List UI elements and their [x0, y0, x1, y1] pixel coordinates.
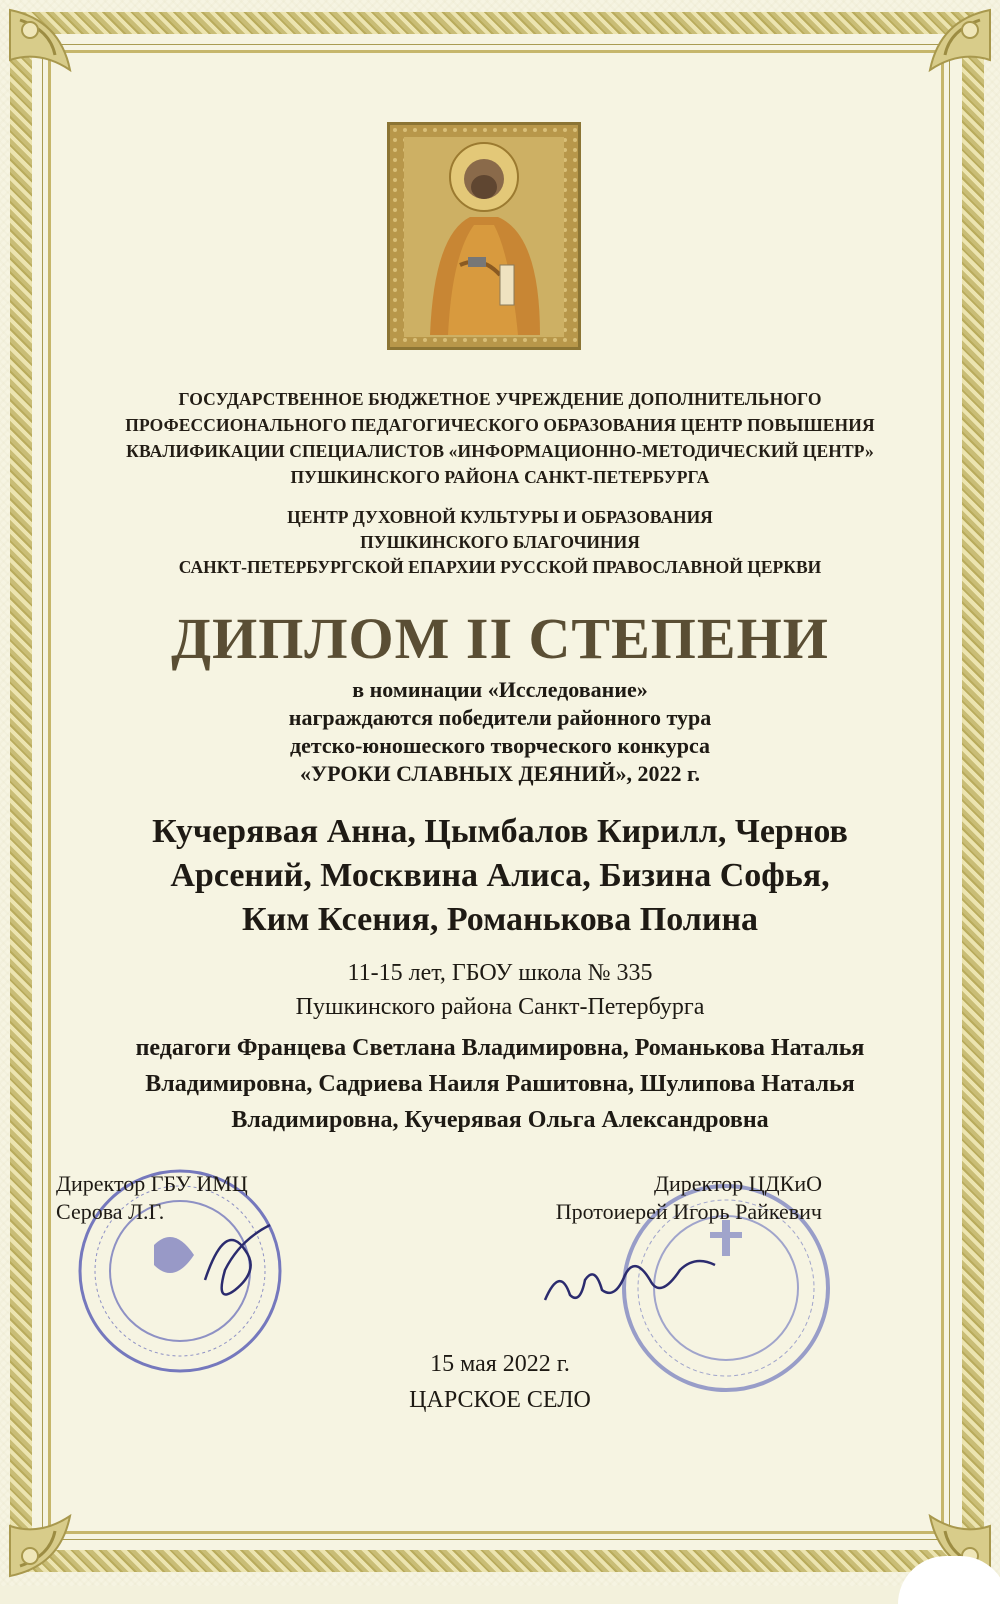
center-header [0, 505, 1000, 580]
winners-line: Арсений, Москвина Алиса, Бизина Софья, [170, 857, 830, 894]
left-signatory-title: Директор ГБУ ИМЦ [56, 1171, 248, 1196]
org-line: ПУШКИНСКОГО РАЙОНА САНКТ-ПЕТЕРБУРГА [290, 467, 710, 487]
center-line: ЦЕНТР ДУХОВНОЙ КУЛЬТУРЫ И ОБРАЗОВАНИЯ [287, 507, 713, 527]
winners-line: Кучерявая Анна, Цымбалов Кирилл, Чернов [152, 813, 848, 850]
teachers-line: Владимировна, Кучерявая Ольга Александровна [231, 1107, 769, 1133]
nomination-block [0, 676, 1000, 788]
teachers-list [0, 1030, 1000, 1138]
right-signatory-name: Протоиерей Игорь Райкевич [555, 1199, 822, 1224]
center-line: ПУШКИНСКОГО БЛАГОЧИНИЯ [360, 532, 640, 552]
issue-date: 15 мая 2022 г. [430, 1351, 570, 1377]
school-info [0, 956, 1000, 1024]
corner-ornament-icon [0, 1466, 120, 1586]
right-signatory-title: Директор ЦДКиО [654, 1171, 822, 1196]
nomination-line: «УРОКИ СЛАВНЫХ ДЕЯНИЙ», 2022 г. [299, 761, 701, 786]
right-signatory [556, 1170, 822, 1226]
winners-line: Ким Ксения, Романькова Полина [241, 901, 759, 938]
org-line: ПРОФЕССИОНАЛЬНОГО ПЕДАГОГИЧЕСКОГО ОБРАЗОВАНИЯ ЦЕНТР ПОВЫШЕНИЯ [125, 415, 875, 435]
left-signatory [56, 1170, 248, 1226]
diploma-title: ДИПЛОМ II СТЕПЕНИ [171, 606, 829, 671]
winners-list [0, 810, 1000, 942]
right-signature-icon [540, 1245, 720, 1315]
nomination-line: в номинации «Исследование» [352, 677, 648, 702]
saint-figure-icon [390, 125, 578, 347]
nomination-line: детско-юношеского творческого конкурса [289, 733, 711, 758]
nomination-line: награждаются победители районного тура [288, 705, 712, 730]
meta-line: 11-15 лет, ГБОУ школа № 335 [347, 960, 653, 986]
organization-header [0, 386, 1000, 490]
corner-ornament-icon [0, 0, 120, 120]
teachers-line: Владимировна, Садриева Наиля Рашитовна, Шулипова Наталья [145, 1071, 855, 1097]
meta-line: Пушкинского района Санкт-Петербурга [295, 994, 705, 1020]
date-place [0, 1346, 1000, 1418]
issue-place: ЦАРСКОЕ СЕЛО [409, 1387, 591, 1413]
left-signatory-name: Серова Л.Г. [56, 1199, 165, 1224]
center-line: САНКТ-ПЕТЕРБУРГСКОЙ ЕПАРХИИ РУССКОЙ ПРАВОСЛАВНОЙ ЦЕРКВИ [178, 557, 822, 577]
saint-icon-image [387, 122, 581, 350]
org-line: ГОСУДАРСТВЕННОЕ БЮДЖЕТНОЕ УЧРЕЖДЕНИЕ ДОПОЛНИТЕЛЬНОГО [178, 389, 822, 409]
corner-ornament-icon [880, 0, 1000, 120]
teachers-line: педагоги Францева Светлана Владимировна, Романькова Наталья [135, 1035, 865, 1061]
org-line: КВАЛИФИКАЦИИ СПЕЦИАЛИСТОВ «ИНФОРМАЦИОННО-МЕТОДИЧЕСКИЙ ЦЕНТР» [126, 441, 874, 461]
